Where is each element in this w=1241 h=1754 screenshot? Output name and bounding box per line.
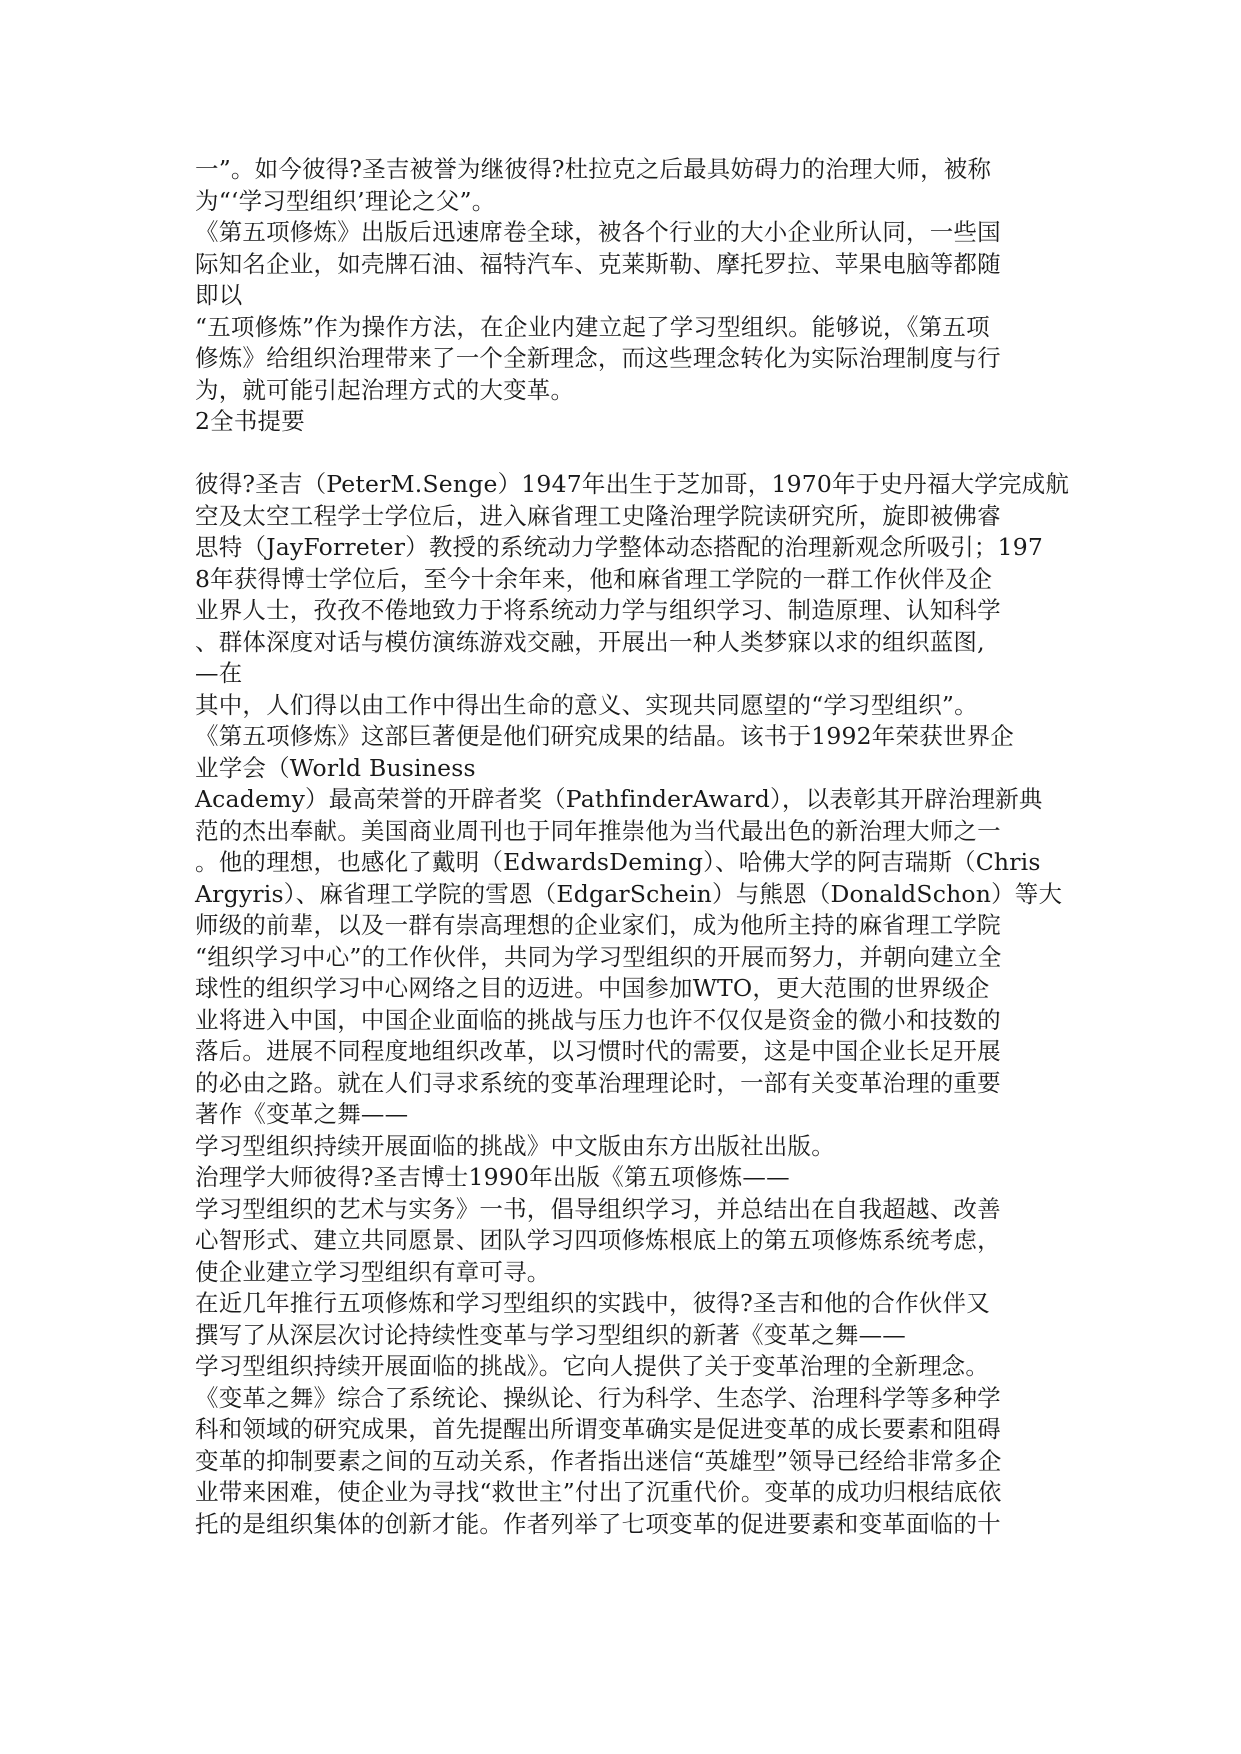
text-line: 球性的组织学习中心网络之目的迈进。中国参加WTO，更大范围的世界级企 [195, 974, 990, 1002]
text-line: 学习型组织的艺术与实务》一书，倡导组织学习，并总结出在自我超越、改善 [195, 1194, 1001, 1223]
text-line: 变革的抑制要素之间的互动关系，作者指出迷信“英雄型”领导已经给非常多企 [195, 1446, 1002, 1475]
text-line: 思特（JayForreter）教授的系统动力学整体动态搭配的治理新观念所吸引；197 [195, 533, 1044, 561]
text-line: “五项修炼”作为操作方法，在企业内建立起了学习型组织。能够说，《第五项 [195, 312, 990, 341]
text-line: Argyris）、麻省理工学院的雪恩（EdgarSchein）与熊恩（DonaldSchon）等大 [195, 879, 1063, 908]
text-line: 学习型组织持续开展面临的挑战》。它向人提供了关于变革治理的全新理念。 [195, 1352, 990, 1380]
text-line: 8年获得博士学位后，至今十余年来，他和麻省理工学院的一群工作伙伴及企 [195, 564, 993, 593]
text-line: 在近几年推行五项修炼和学习型组织的实践中，彼得?圣吉和他的合作伙伴又 [195, 1289, 990, 1317]
text-line: 范的杰出奉献。美国商业周刊也于同年推崇他为当代最出色的新治理大师之一 [195, 816, 1001, 845]
document-body [195, 154, 1070, 1540]
text-line: 彼得?圣吉（PeterM.Senge）1947年出生于芝加哥，1970年于史丹福大学完成航 [195, 470, 1070, 498]
section-heading: 2全书提要 [195, 407, 305, 435]
text-line: 业界人士，孜孜不倦地致力于将系统动力学与组织学习、制造原理、认知科学 [195, 596, 1001, 624]
text-line: 为，就可能引起治理方式的大变革。 [195, 375, 575, 404]
text-line: 为“‘学习型组织’理论之父”。 [195, 186, 496, 215]
text-line: 业学会（World Business [195, 753, 476, 782]
text-line: 的必由之路。就在人们寻求系统的变革治理理论时，一部有关变革治理的重要 [195, 1068, 1001, 1097]
text-line: 业带来困难，使企业为寻找“救世主”付出了沉重代价。变革的成功归根结底依 [195, 1478, 1002, 1506]
text-line: 。他的理想，也感化了戴明（EdwardsDeming）、哈佛大学的阿吉瑞斯（Chris [195, 848, 1041, 876]
blank-line [195, 438, 1055, 470]
text-line: 业将进入中国，中国企业面临的挑战与压力也许不仅仅是资金的微小和技数的 [195, 1005, 1001, 1034]
text-line: 一”。如今彼得?圣吉被誉为继彼得?杜拉克之后最具妨碍力的治理大师，被称 [195, 155, 992, 183]
text-line: 使企业建立学习型组织有章可寻。 [195, 1257, 551, 1286]
text-line: 际知名企业，如壳牌石油、福特汽车、克莱斯勒、摩托罗拉、苹果电脑等都随 [195, 249, 1001, 278]
text-line: —在 [195, 659, 243, 687]
text-line: 空及太空工程学士学位后，进入麻省理工史隆治理学院读研究所，旋即被佛睿 [195, 501, 1001, 530]
text-line: 修炼》给组织治理带来了一个全新理念，而这些理念转化为实际治理制度与行 [195, 344, 1001, 372]
text-line: 、群体深度对话与模仿演练游戏交融，开展出一种人类梦寐以求的组织蓝图, [195, 627, 985, 656]
text-line: 《第五项修炼》这部巨著便是他们研究成果的结晶。该书于1992年荣获世界企 [195, 722, 1015, 750]
text-line: 落后。进展不同程度地组织改革，以习惯时代的需要，这是中国企业长足开展 [195, 1037, 1001, 1065]
text-line: 《变革之舞》综合了系统论、操纵论、行为科学、生态学、治理科学等多种学 [195, 1383, 1001, 1412]
text-line: 科和领域的研究成果，首先提醒出所谓变革确实是促进变革的成长要素和阻碍 [195, 1415, 1001, 1443]
text-line: 治理学大师彼得?圣吉博士1990年出版《第五项修炼—— [195, 1163, 790, 1191]
text-line: 托的是组织集体的创新才能。作者列举了七项变革的促进要素和变革面临的十 [195, 1509, 1001, 1538]
text-line: 心智形式、建立共同愿景、团队学习四项修炼根底上的第五项修炼系统考虑， [195, 1226, 1001, 1254]
text-line: “组织学习中心”的工作伙伴，共同为学习型组织的开展而努力，并朝向建立全 [195, 942, 1002, 971]
text-line: 著作《变革之舞—— [195, 1100, 409, 1128]
section-part2 [195, 469, 1070, 1540]
text-line: 师级的前辈，以及一群有崇高理想的企业家们，成为他所主持的麻省理工学院 [195, 911, 1001, 939]
text-line: 《第五项修炼》出版后迅速席卷全球，被各个行业的大小企业所认同，一些国 [195, 218, 1001, 246]
section-part1 [195, 154, 1055, 438]
text-line: 撰写了从深层次讨论持续性变革与学习型组织的新著《变革之舞—— [195, 1320, 906, 1349]
text-line: Academy）最高荣誉的开辟者奖（PathfinderAward），以表彰其开辟治理新典 [195, 785, 1043, 813]
text-line: 其中，人们得以由工作中得出生命的意义、实现共同愿望的“学习型组织”。 [195, 690, 978, 719]
text-line: 学习型组织持续开展面临的挑战》中文版由东方出版社出版。 [195, 1131, 835, 1160]
text-line: 即以 [195, 281, 243, 309]
